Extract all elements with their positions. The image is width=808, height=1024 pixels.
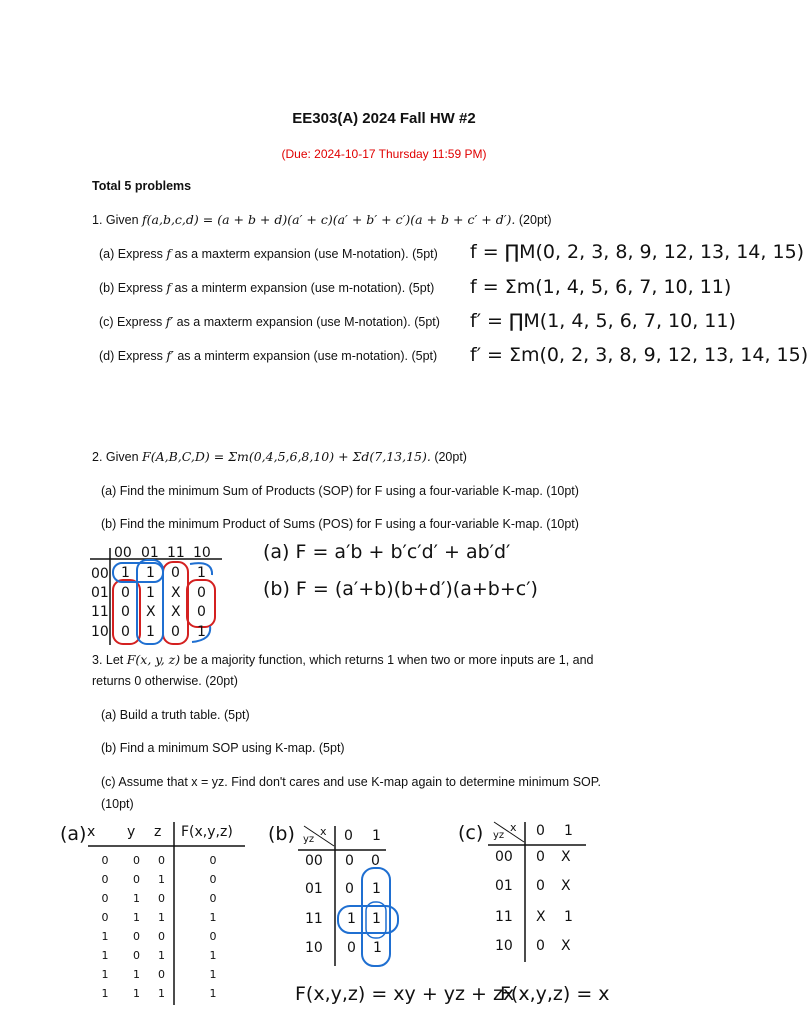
kmap-cell: 0 (347, 940, 356, 956)
page-title: EE303(A) 2024 Fall HW #2 (292, 110, 476, 127)
kmap-cell: 1 (372, 911, 381, 927)
p1-a-question: (a) Express f as a maxterm expansion (use M-notation). (5pt) (99, 246, 438, 261)
p3-c-question: (c) Assume that x = yz. Find don't cares and use K-map again to determine minimum SOP. (101, 775, 601, 789)
p2-a-question: (a) Find the minimum Sum of Products (SOP) for F using a four-variable K-map. (10pt) (101, 484, 579, 498)
kmap-corner-row: yz (493, 830, 505, 841)
kmap-cell: 0 (197, 604, 206, 620)
kmap-cell: 0 (121, 604, 130, 620)
cell: 0 (133, 930, 140, 943)
p1-a-answer: f = ∏M(0, 2, 3, 8, 9, 12, 13, 14, 15) (470, 241, 805, 263)
kmap-row-label: 01 (91, 585, 109, 601)
cell: 1 (101, 968, 109, 981)
cell: 1 (133, 968, 140, 981)
kmap-cell: 1 (564, 909, 573, 925)
p1-b-question: (b) Express f as a minterm expansion (use m-notation). (5pt) (99, 280, 435, 295)
kmap-cell: 0 (121, 624, 130, 640)
p1-d-question: (d) Express f′ as a minterm expansion (use m-notation). (5pt) (99, 348, 438, 363)
p3-function: F(x, y, z) (126, 652, 181, 667)
kmap-col-label: 11 (167, 545, 185, 561)
cell: 0 (158, 854, 165, 867)
p3-b-label: (b) (268, 823, 295, 845)
p3-truth-table (86, 823, 260, 1003)
kmap-corner-col: x (320, 825, 327, 838)
cell: 1 (158, 987, 165, 1000)
kmap-cell: 0 (345, 881, 354, 897)
cell: 0 (209, 873, 217, 886)
kmap-cell: X (146, 604, 156, 620)
p2-a-answer: (a) F = a′b + b′c′d′ + ab′d′ (263, 541, 511, 563)
table-header-row (86, 823, 260, 841)
p2-b-answer: (b) F = (a′+b)(b+d′)(a+b+c′) (263, 578, 538, 600)
p1-function: f(a,b,c,d) = (a + b + d)(a′ + c)(a′ + b′ + c′)(a + b + c′ + d′). (142, 212, 516, 227)
kmap-cell: X (536, 909, 546, 925)
kmap-cell: 1 (373, 940, 382, 956)
cell: 0 (209, 892, 217, 905)
kmap-row-label: 01 (495, 878, 513, 894)
table-row (86, 965, 252, 984)
kmap-row-label: 00 (91, 566, 109, 582)
cell: 1 (209, 949, 217, 962)
cell: 0 (101, 911, 109, 924)
kmap-col-label: 00 (114, 545, 132, 561)
p3-b-question: (b) Find a minimum SOP using K-map. (5pt) (101, 741, 345, 755)
kmap-row-label: 10 (495, 938, 513, 954)
kmap-col-label: 10 (193, 545, 211, 561)
problem-3-stem-line2: returns 0 otherwise. (20pt) (92, 674, 238, 688)
cell: 0 (158, 892, 165, 905)
p3-c-answer: F(x,y,z) = x (500, 983, 610, 1005)
kmap-row-label: 00 (495, 849, 513, 865)
kmap-cell: 1 (146, 565, 155, 581)
kmap-col-label: 01 (141, 545, 159, 561)
problem-1-stem: 1. Given f(a,b,c,d) = (a + b + d)(a′ + c)(a′ + b′ + c′)(a + b + c′ + d′). (20pt) (92, 212, 552, 227)
table-row (86, 908, 252, 927)
cell: 1 (158, 873, 165, 886)
p1-c-question: (c) Express f′ as a maxterm expansion (use M-notation). (5pt) (99, 314, 440, 329)
cell: 0 (133, 949, 140, 962)
cell: 0 (101, 873, 109, 886)
cell: 1 (133, 892, 140, 905)
table-row (86, 889, 252, 908)
kmap-cell: X (561, 878, 571, 894)
cell: 0 (158, 968, 165, 981)
p2-b-question: (b) Find the minimum Product of Sums (POS) for F using a four-variable K-map. (10pt) (101, 517, 579, 531)
kmap-cell: 0 (371, 853, 380, 869)
p3-a-question: (a) Build a truth table. (5pt) (101, 708, 250, 722)
cell: 1 (209, 968, 217, 981)
kmap-corner-row: yz (303, 834, 315, 845)
cell: 1 (158, 911, 165, 924)
kmap-cell: 0 (197, 585, 206, 601)
table-row (86, 870, 252, 889)
total-problems: Total 5 problems (92, 179, 192, 193)
kmap-corner-col: x (510, 821, 517, 834)
kmap-cell: X (561, 938, 571, 954)
header-f: F(x,y,z) (181, 824, 233, 840)
kmap-cell: 0 (536, 849, 545, 865)
cell: 0 (101, 892, 109, 905)
table-row (86, 851, 252, 870)
p3-c-question-line2: (10pt) (101, 797, 134, 811)
kmap-col-label: 1 (372, 828, 381, 844)
table-row (86, 927, 252, 946)
kmap-row-label: 11 (91, 604, 109, 620)
p3-c-label: (c) (458, 822, 484, 844)
p1-c-answer: f′ = ∏M(1, 4, 5, 6, 7, 10, 11) (470, 310, 736, 332)
kmap-row-label: 01 (305, 881, 323, 897)
kmap-cell: 1 (146, 624, 155, 640)
kmap-cell: 1 (372, 881, 381, 897)
cell: 1 (209, 987, 217, 1000)
kmap-cell: 1 (347, 911, 356, 927)
header-x: x (87, 824, 96, 840)
kmap-row-label: 10 (91, 624, 109, 640)
p3-a-label: (a) (60, 823, 87, 845)
kmap-cell: 1 (197, 624, 206, 640)
kmap-col-label: 0 (536, 823, 545, 839)
cell: 0 (133, 854, 140, 867)
kmap-row-label: 10 (305, 940, 323, 956)
kmap-col-label: 1 (564, 823, 573, 839)
p1-d-answer: f′ = Σm(0, 2, 3, 8, 9, 12, 13, 14, 15) (470, 344, 808, 366)
kmap-cell: 0 (171, 565, 180, 581)
header-y: y (127, 824, 136, 840)
cell: 0 (101, 854, 109, 867)
kmap-row-label: 00 (305, 853, 323, 869)
cell: 1 (133, 987, 140, 1000)
p2-function: F(A,B,C,D) = Σm(0,4,5,6,8,10) + Σd(7,13,15). (142, 449, 431, 464)
cell: 1 (133, 911, 140, 924)
kmap-cell: 1 (121, 565, 130, 581)
kmap-cell: 0 (536, 938, 545, 954)
kmap-cell: 0 (536, 878, 545, 894)
cell: 1 (158, 949, 165, 962)
table-row (86, 946, 252, 965)
cell: 1 (101, 930, 109, 943)
cell: 0 (158, 930, 165, 943)
cell: 0 (133, 873, 140, 886)
kmap-cell: X (171, 604, 181, 620)
kmap-cell: 0 (121, 585, 130, 601)
cell: 1 (101, 987, 109, 1000)
problem-3-stem: 3. Let F(x, y, z) be a majority function, which returns 1 when two or more inputs are 1, and (92, 652, 594, 667)
kmap-cell: 0 (345, 853, 354, 869)
due-date: (Due: 2024-10-17 Thursday 11:59 PM) (281, 147, 487, 161)
kmap-cell: X (171, 585, 181, 601)
cell: 0 (209, 930, 217, 943)
cell: 1 (209, 911, 217, 924)
p1-b-answer: f = Σm(1, 4, 5, 6, 7, 10, 11) (470, 276, 732, 298)
problem-2-stem: 2. Given F(A,B,C,D) = Σm(0,4,5,6,8,10) + Σd(7,13,15). (20pt) (92, 449, 467, 464)
header-z: z (154, 824, 162, 840)
cell: 1 (101, 949, 109, 962)
kmap-cell: 1 (197, 565, 206, 581)
kmap-col-label: 0 (344, 828, 353, 844)
p3-b-answer: F(x,y,z) = xy + yz + zx (295, 983, 515, 1005)
kmap-row-label: 11 (495, 909, 513, 925)
kmap-row-label: 11 (305, 911, 323, 927)
kmap-cell: 1 (146, 585, 155, 601)
kmap-cell: X (561, 849, 571, 865)
cell: 0 (209, 854, 217, 867)
kmap-cell: 0 (171, 624, 180, 640)
table-row (86, 984, 252, 1003)
